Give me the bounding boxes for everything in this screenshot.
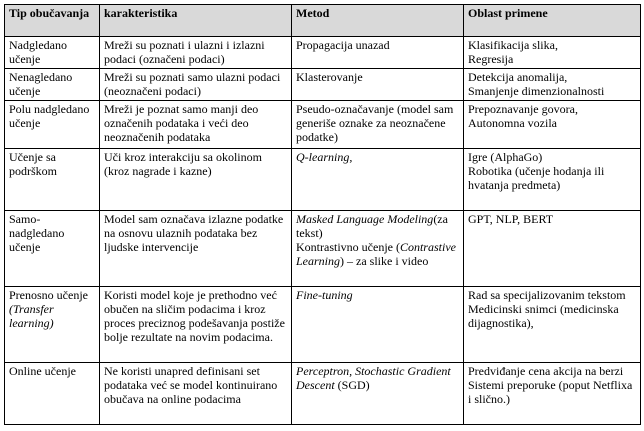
table-row: [5, 37, 641, 69]
table-header-row: [5, 5, 641, 37]
cell-application-area: [464, 363, 641, 425]
method-plain-text: ) – za slike i video: [340, 254, 429, 268]
application-line: Prepoznavanje govora,: [468, 102, 578, 116]
cell-application-area: [464, 69, 641, 101]
table-row: [5, 69, 641, 101]
cell-application-area: [464, 37, 641, 69]
header-application-area: Oblast primene: [464, 5, 641, 37]
cell-learning-type: [5, 287, 100, 363]
cell-characteristic: Koristi model koje je prethodno već obučen na sličim podacima i kroz proces preciznog podešavanja postiže bolje rezultate na novim podacima.: [100, 287, 292, 363]
cell-application-area: [464, 101, 641, 149]
cell-characteristic: Ne koristi unapred definisani set podataka već se model kontinuirano obučava na online podacima: [100, 363, 292, 425]
table-row: [5, 149, 641, 211]
cell-method: Pseudo-označavanje (model sam generiše oznake za neoznačene podatke): [292, 101, 464, 149]
method-plain-text: (SGD): [334, 378, 370, 392]
application-line: Robotika (učenje hodanja ili hvatanja predmeta): [468, 164, 605, 192]
table-row: [5, 101, 641, 149]
method-line-2: [296, 240, 459, 268]
table-row: [5, 211, 641, 287]
method-plain-text: Kontrastivno učenje (: [296, 240, 400, 254]
application-line: Autonomna vozila: [468, 116, 557, 130]
table-row: [5, 287, 641, 363]
header-method: Metod: [292, 5, 464, 37]
header-learning-type: Tip obučavanja: [5, 5, 100, 37]
cell-learning-type: Polu nadgledano učenje: [5, 101, 100, 149]
cell-method: Fine-tuning: [292, 287, 464, 363]
cell-learning-type: Nadgledano učenje: [5, 37, 100, 69]
application-line: Igre (AlphaGo): [468, 150, 543, 164]
application-line: Smanjenje dimenzionalnosti: [468, 84, 605, 98]
header-characteristic: karakteristika: [100, 5, 292, 37]
method-italic-text: Masked Language Modeling: [296, 212, 434, 226]
cell-learning-type: Učenje sa podrškom: [5, 149, 100, 211]
method-italic-text: Contrastive Learning: [296, 240, 456, 268]
application-line: Sistemi preporuke (poput Netflixa i slično.): [468, 378, 633, 406]
application-line: Regresija: [468, 52, 514, 66]
application-line: Predviđanje cena akcija na berzi: [468, 364, 624, 378]
cell-method: [292, 363, 464, 425]
learning-types-table: [4, 4, 641, 425]
cell-method: Klasterovanje: [292, 69, 464, 101]
cell-application-area: GPT, NLP, BERT: [464, 211, 641, 287]
application-line: Medicinski snimci (medicinska dijagnostika),: [468, 302, 619, 330]
cell-characteristic: Mreži su poznati samo ulazni podaci (neoznačeni podaci): [100, 69, 292, 101]
cell-application-area: [464, 149, 641, 211]
cell-characteristic: Uči kroz interakciju sa okolinom (kroz nagrade i kazne): [100, 149, 292, 211]
cell-method: Q-learning,: [292, 149, 464, 211]
cell-method: [292, 211, 464, 287]
method-line-1: [296, 212, 459, 240]
method-italic-text: Perceptron, Stochastic Gradient Descent: [296, 364, 451, 392]
cell-learning-type: Nenagledano učenje: [5, 69, 100, 101]
application-line: Detekcija anomalija,: [468, 70, 568, 84]
cell-method: Propagacija unazad: [292, 37, 464, 69]
application-line: Rad sa specijalizovanim tekstom: [468, 288, 626, 302]
type-italic-text: (Transfer learning): [9, 302, 54, 330]
cell-characteristic: Mreži su poznati i ulazni i izlazni podaci (označeni podaci): [100, 37, 292, 69]
cell-characteristic: Mreži je poznat samo manji deo označenih podataka i veći deo neoznačenih podataka: [100, 101, 292, 149]
type-main-text: Prenosno učenje: [9, 288, 88, 302]
method-plain-text: (za tekst): [296, 212, 448, 240]
cell-learning-type: Online učenje: [5, 363, 100, 425]
table-row: [5, 363, 641, 425]
application-line: Klasifikacija slika,: [468, 38, 558, 52]
cell-application-area: [464, 287, 641, 363]
cell-characteristic: Model sam označava izlazne podatke na osnovu ulaznih podataka bez ljudske intervencije: [100, 211, 292, 287]
cell-learning-type: Samo-nadgledano učenje: [5, 211, 100, 287]
